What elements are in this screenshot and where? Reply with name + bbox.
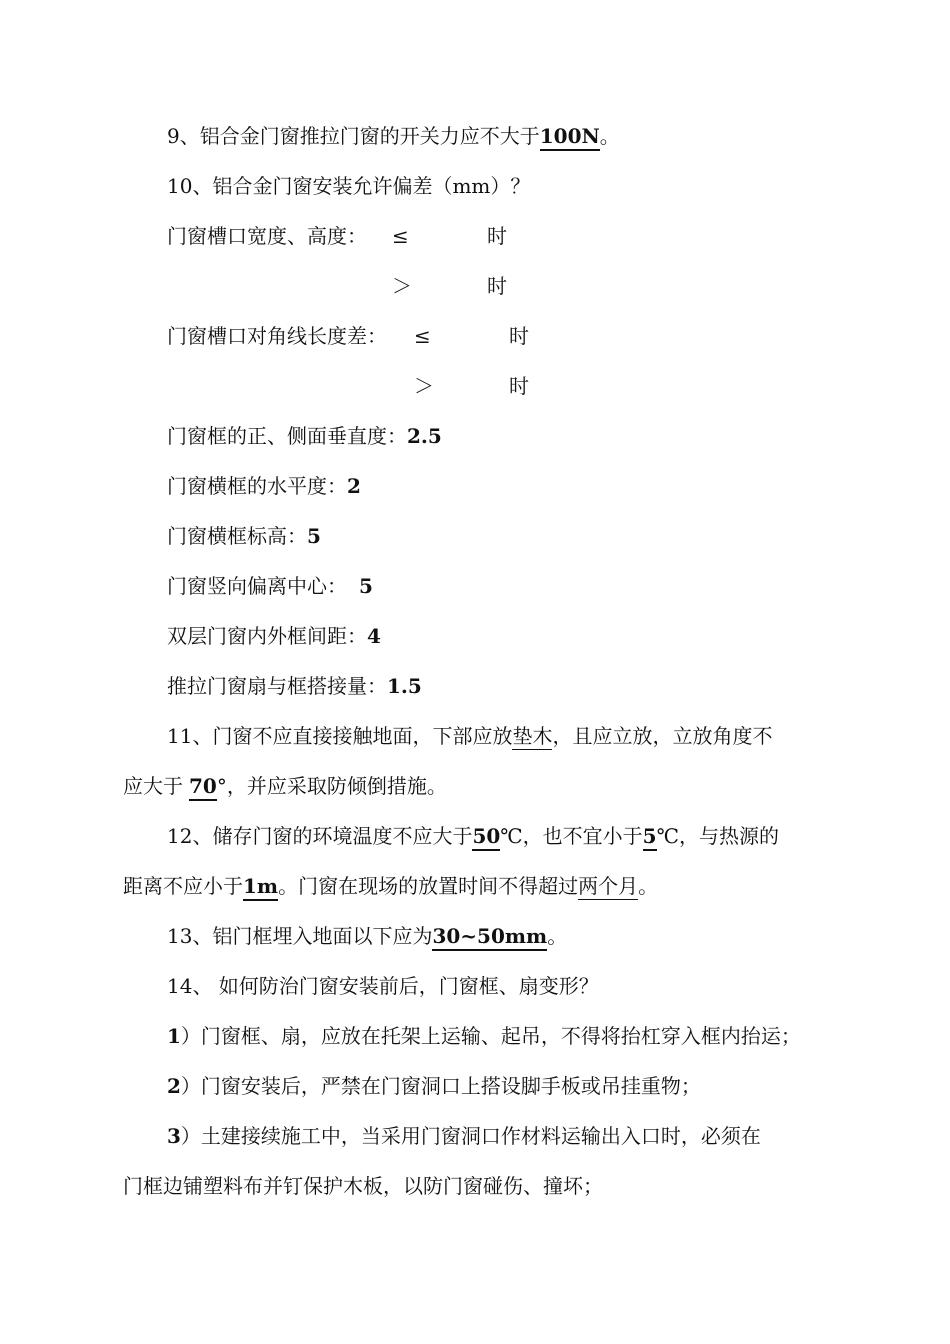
slot-diag-label: 门窗槽口对角线长度差： [167, 324, 387, 348]
answer-number: 1 [167, 1024, 181, 1048]
q11-answer-angle: 70 [189, 774, 217, 801]
q12-text: 。 [638, 874, 659, 898]
q9-text: 9、铝合金门窗推拉门窗的开关力应不大于 [167, 124, 540, 148]
q12-text: ℃，也不宜小于 [500, 824, 643, 848]
q13-line [167, 922, 567, 950]
q11-answer-pad: 垫木 [512, 724, 553, 748]
slot-diag-gt: ＞ [414, 374, 434, 398]
tolerance-row [167, 522, 321, 550]
q9-line [167, 122, 620, 150]
q12-answer-max-temp: 50 [472, 824, 500, 851]
answer-text: ）门窗框、扇，应放在托架上运输、起吊，不得将抬杠穿入框内抬运； [180, 1024, 801, 1048]
answer-item [167, 1122, 761, 1150]
q13-answer: 30~50mm [432, 924, 547, 951]
q10-title: 10、铝合金门窗安装允许偏差（mm）？ [167, 174, 531, 198]
q12-line-2 [123, 872, 658, 900]
answer-number: 3 [167, 1124, 181, 1148]
answer-text: ）门窗安装后，严禁在门窗洞口上搭设脚手板或吊挂重物； [180, 1074, 701, 1098]
answer-item [167, 1022, 801, 1050]
tolerance-value: 2.5 [407, 424, 442, 448]
q14-title: 14、 如何防治门窗安装前后，门窗框、扇变形？ [167, 974, 599, 998]
q12-text: 。门窗在现场的放置时间不得超过 [278, 874, 579, 898]
tolerance-label: 推拉门窗扇与框搭接量： [167, 674, 387, 698]
q12-text: ℃，与热源的 [656, 824, 779, 848]
q13-text: 13、铝门框埋入地面以下应为 [167, 924, 433, 948]
slot-diag-shi1: 时 [509, 324, 529, 348]
q12-line-1 [167, 822, 779, 850]
q11-text: °，并应采取防倾倒措施。 [216, 774, 447, 798]
slot-width-le: ≤ [392, 224, 409, 248]
q13-end: 。 [547, 924, 568, 948]
slot-width-gt: ＞ [392, 274, 412, 298]
q12-answer-duration: 两个月 [578, 874, 639, 898]
tolerance-label: 双层门窗内外框间距： [167, 624, 367, 648]
tolerance-label: 门窗竖向偏离中心： [167, 574, 347, 598]
tolerance-value: 5 [359, 574, 373, 598]
tolerance-value: 1.5 [387, 674, 422, 698]
q11-text: 11、门窗不应直接接触地面，下部应放 [167, 724, 513, 748]
q12-text: 距离不应小于 [123, 874, 243, 898]
q11-text: ，且应立放，立放角度不 [552, 724, 773, 748]
tolerance-value: 4 [367, 624, 381, 648]
tolerance-value: 5 [307, 524, 321, 548]
tolerance-row [167, 472, 361, 500]
slot-diag-shi2: 时 [509, 374, 529, 398]
tolerance-label: 门窗横框的水平度： [167, 474, 347, 498]
tolerance-label: 门窗横框标高： [167, 524, 307, 548]
q11-line-1 [167, 722, 772, 750]
answer-number: 2 [167, 1074, 181, 1098]
tolerance-row [167, 622, 381, 650]
tolerance-row [167, 572, 373, 600]
q12-text: 12、储存门窗的环境温度不应大于 [167, 824, 473, 848]
answer-text: ）土建接续施工中，当采用门窗洞口作材料运输出入口时，必须在 [180, 1124, 761, 1148]
answer-continuation: 门框边铺塑料布并钉保护木板，以防门窗碰伤、撞坏； [123, 1174, 603, 1198]
slot-width-shi1: 时 [487, 224, 507, 248]
slot-diag-le: ≤ [414, 324, 431, 348]
answer-item [167, 1072, 701, 1100]
q9-answer: 100N [540, 124, 600, 151]
q11-line-2 [123, 772, 447, 800]
q12-answer-min-temp: 5 [643, 824, 657, 851]
q9-end: 。 [599, 124, 620, 148]
tolerance-label: 门窗框的正、侧面垂直度： [167, 424, 407, 448]
tolerance-row [167, 422, 442, 450]
q12-answer-distance: 1m [243, 874, 278, 901]
slot-width-label: 门窗槽口宽度、高度： [167, 224, 367, 248]
tolerance-row [167, 672, 422, 700]
slot-width-shi2: 时 [487, 274, 507, 298]
q11-text: 应大于 [123, 774, 183, 798]
tolerance-value: 2 [347, 474, 361, 498]
